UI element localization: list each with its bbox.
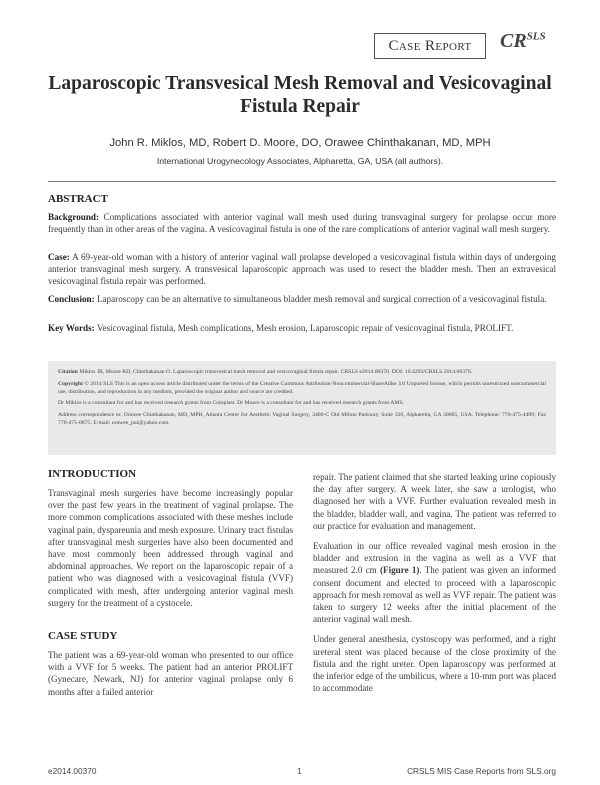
case-study-text: The patient was a 69-year-old woman who presented to our office with a VVF for 5 weeks. The patient had an anterior PROLIFT (Gynecare, Newark, NJ) for anterior vaginal prolapse only 6 months after a failed anterior [48,650,293,697]
case-text: A 69-year-old woman with a history of anterior vaginal wall prolapse developed a vesicovaginal fistula within days of undergoing anterior transvaginal mesh surgery. A transvesical laparoscopic approach was used to resect the bladder mesh. Then an extravesical vesicovaginal fistula repair was performed. [48,252,556,287]
footer-journal: CRSLS MIS Case Reports from SLS.org [407,766,556,776]
affiliation: International Urogynecology Associates, Alpharetta, GA, USA (all authors). [156,156,444,166]
copyright-label: Copyright [58,380,83,387]
journal-logo-text: CR [500,30,527,52]
footer-page-number: 1 [297,766,302,776]
conclusion-label: Conclusion: [48,294,95,304]
citation-line [58,368,546,376]
abstract-keywords [48,322,556,334]
footer-doc-id: e2014.00370 [48,766,97,776]
journal-logo [500,30,546,53]
background-label: Background: [48,212,100,222]
copyright-text: © 2014 SLS This is an open access article distributed under the terms of the Creative Commons Attribution-Noncommercial-ShareAlike 3.0 Unported license, which permits unrestricted noncommercial use, distribution, and reproduction in any medium, provided the original author and source are credited. [58,380,547,395]
figure-1-ref: (Figure 1) [379,565,420,576]
conclusion-text: Laparoscopy can be an alternative to simultaneous bladder mesh removal and surgical correction of a vesicovaginal fistula. [96,294,547,304]
abstract-conclusion [48,293,556,305]
citation-text: Miklos JR, Moore RD, Chinthakanan O. Laparoscopic transvesical mesh removal and vesicovaginal fistula repair. CRSLS e2014.00370. DOI: 10.4293/CRSLS.2014.00370. [79,369,473,375]
author-list: John R. Miklos, MD, Robert D. Moore, DO, Orawee Chinthakanan, MD, MPH [109,137,491,149]
journal-logo-sup: SLS [526,30,546,43]
case-report-label: Case Report [374,33,486,59]
correspondence-line: Address correspondence to: Orawee Chinthakanan, MD, MPH, Atlanta Center for Aesthetic Vaginal Surgery, 3400-C Old Milton Parkway, Suite 330, Alpharetta, GA 30005, USA. Telephone: 770-475-4499; Fax 770-475-0875; E-mail: orawee_pui@yahoo.com [58,411,546,426]
keywords-text: Vesicovaginal fistula, Mesh complications, Mesh erosion, Laparoscopic repair of vesicovaginal fistula, PROLIFT. [96,323,514,333]
right-para-1: repair. The patient claimed that she started leaking urine copiously the day after surgery. A week later, she saw a urologist, who diagnosed her with a VVF. Further evaluation revealed mesh in the bladder, bladder wall, and vagina. The patient was referred to our practice for evaluation and management. [313,472,556,531]
right-para-2-b: . The patient was given an informed consent document and elected to proceed with a laparoscopic approach for mesh removal as well as VVF repair. The patient was taken to surgery 12 weeks after the initial placement of the anterior vaginal wall mesh. [313,565,556,625]
intro-text: Transvaginal mesh surgeries have become increasingly popular over the past few years in the treatment of vaginal prolapse. The more common complications associated with these meshes include vaginal pain, dyspareunia and mesh exposure. Urinary tract fistulas after transvaginal mesh surgeries have also been documented and have most commonly been addressed through vaginal and abdominal approaches. We report on the laparoscopic repair of a patient who was diagnosed with a vesicovaginal fistula (VVF) complicated with mesh, after undergoing anterior vaginal mesh surgery for the treatment of a cystocele. [48,488,293,608]
case-study-heading: CASE STUDY [48,630,118,642]
citation-label: Citation [58,369,78,375]
disclosure-line: Dr Miklos is a consultant for and has received research grants from Coloplast. Dr Moore is a consultant for and has received research grants from AMS. [58,400,405,406]
top-divider [48,181,556,182]
right-para-3: Under general anesthesia, cystoscopy was performed, and a right ureteral stent was placed because of the close proximity of the fistula and the right ureter. Open laparoscopy was performed at the inferior edge of the umbilicus, where a 10-mm port was placed to accommodate [313,634,556,694]
copyright-line [58,380,546,396]
case-label: Case: [48,252,70,262]
right-para-2-a: Evaluation in our office revealed vaginal mesh erosion in the bladder and extrusion in the vagina as well as a VVF that measured 2.0 cm [313,541,556,576]
citation-box [48,361,556,455]
background-text: Complications associated with anterior vaginal wall mesh used during transvaginal surgery for prolapse occur more frequently than in other areas of the vagina. A vesicovaginal fistula is one of the rare complications of anterior vaginal wall mesh surgery. [48,212,557,235]
right-column [313,471,556,702]
right-para-2 [313,540,556,625]
abstract-heading: ABSTRACT [48,193,108,205]
intro-heading: INTRODUCTION [48,468,137,480]
article-title: Laparoscopic Transvesical Mesh Removal and Vesicovaginal Fistula Repair [48,73,552,117]
abstract-case [48,251,556,288]
keywords-label: Key Words: [48,323,95,333]
abstract-background [48,211,556,235]
